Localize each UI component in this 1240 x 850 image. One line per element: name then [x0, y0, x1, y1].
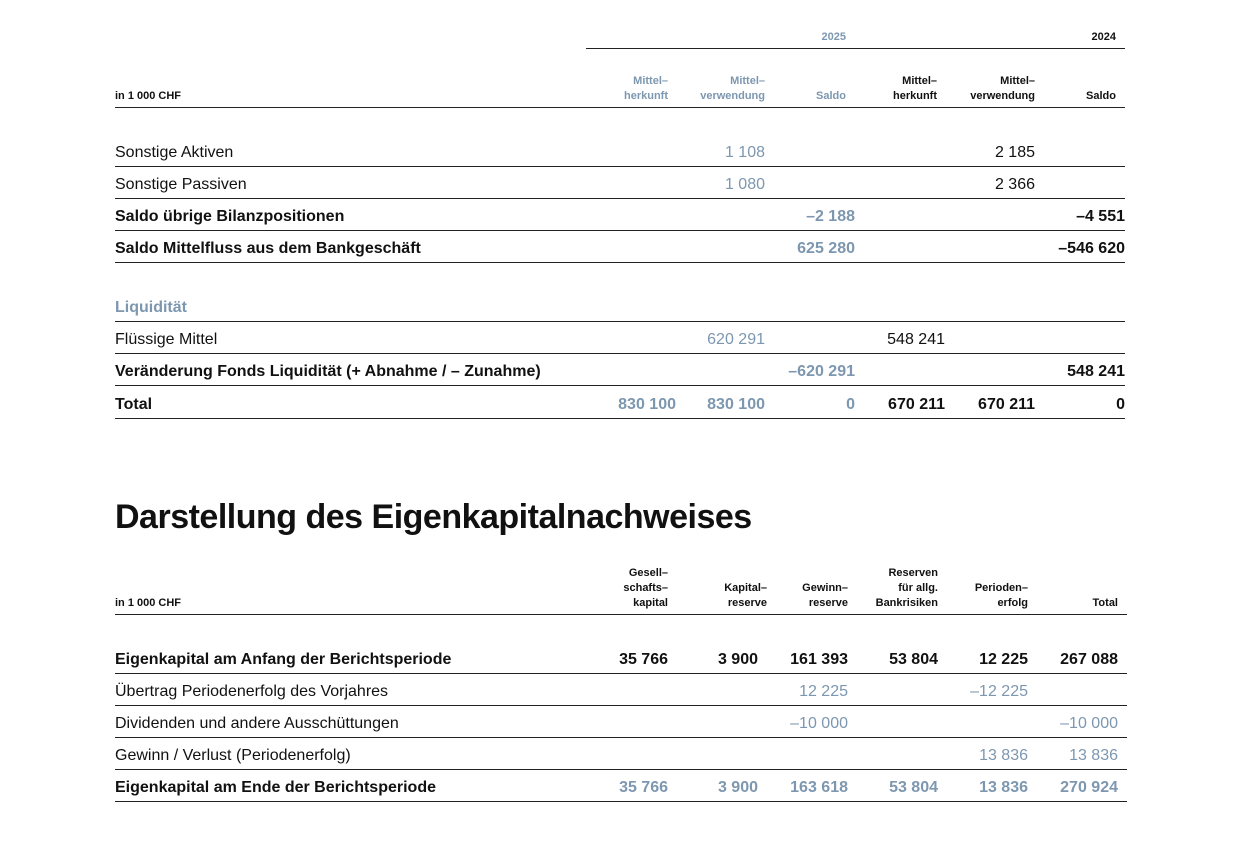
cell-gewinnreserve: 163 618: [790, 779, 848, 796]
cell-reserven: 53 804: [889, 651, 938, 668]
cell-kapitalreserve: 3 900: [717, 651, 758, 668]
cell-current-saldo: 0: [846, 396, 855, 413]
col-header-total: Total: [1092, 597, 1118, 609]
unit-label: in 1 000 CHF: [115, 90, 182, 102]
row-label: Saldo Mittelfluss aus dem Bankgeschäft: [115, 240, 421, 257]
cell-periodenerfolg: 13 836: [979, 779, 1028, 796]
col-header-prior-saldo: Saldo: [1086, 90, 1116, 102]
cell-current-verwendung: 1 080: [724, 176, 765, 193]
section-heading-liquiditaet: Liquidität: [115, 299, 187, 316]
row-divider: [115, 705, 1127, 706]
row-label: Saldo übrige Bilanzpositionen: [115, 208, 345, 225]
row-label: Eigenkapital am Anfang der Berichtsperiode: [115, 651, 452, 668]
row-divider: [115, 673, 1127, 674]
cell-periodenerfolg: 12 225: [979, 651, 1028, 668]
cell-prior-verwendung: 670 211: [978, 396, 1035, 413]
cell-total: –10 000: [1060, 715, 1118, 732]
cell-prior-saldo: –4 551: [1076, 208, 1125, 225]
cell-prior-saldo: –546 620: [1058, 240, 1125, 257]
row-label: Dividenden und andere Ausschüttungen: [115, 715, 399, 732]
year-divider: [586, 48, 1125, 49]
col-header-kapitalreserve: Kapital– reserve: [724, 582, 767, 609]
header-divider: [115, 614, 1127, 615]
cell-total: 267 088: [1060, 651, 1118, 668]
col-header-gewinnreserve: Gewinn– reserve: [802, 582, 848, 609]
cell-kapitalreserve: 3 900: [717, 779, 758, 796]
cell-reserven: 53 804: [889, 779, 938, 796]
col-header-prior-verwendung: Mittel– verwendung: [970, 75, 1035, 102]
unit-label: in 1 000 CHF: [115, 597, 182, 609]
cell-current-verwendung: 620 291: [707, 331, 765, 348]
cell-gesellschaftskapital: 35 766: [619, 779, 668, 796]
cell-current-saldo: –2 188: [806, 208, 855, 225]
cell-prior-saldo: 0: [1116, 396, 1125, 413]
row-label: Übertrag Periodenerfolg des Vorjahres: [115, 683, 389, 700]
page-title: Darstellung des Eigenkapitalnachweises: [115, 498, 752, 536]
row-label: Veränderung Fonds Liquidität (+ Abnahme / – Zunahme): [115, 363, 541, 380]
row-divider: [115, 321, 1125, 322]
year-current-header: 2025: [821, 31, 846, 43]
col-header-current-verwendung: Mittel– verwendung: [700, 75, 765, 102]
row-divider: [115, 166, 1125, 167]
row-divider: [115, 262, 1125, 263]
cell-gewinnreserve: 161 393: [790, 651, 848, 668]
row-divider: [115, 418, 1125, 419]
row-divider: [115, 230, 1125, 231]
cell-prior-herkunft: 670 211: [888, 396, 945, 413]
row-label-total: Total: [115, 396, 153, 413]
row-label: Sonstige Aktiven: [115, 144, 234, 161]
cell-current-verwendung: 830 100: [707, 396, 765, 413]
col-header-current-saldo: Saldo: [816, 90, 846, 102]
cell-gewinnreserve: –10 000: [790, 715, 848, 732]
header-divider: [115, 107, 1125, 108]
cell-prior-herkunft: 548 241: [887, 331, 945, 348]
cell-current-verwendung: 1 108: [724, 144, 765, 161]
cell-periodenerfolg: 13 836: [979, 747, 1028, 764]
cell-total: 270 924: [1060, 779, 1118, 796]
col-header-current-herkunft: Mittel– herkunft: [624, 75, 668, 102]
cell-periodenerfolg: –12 225: [970, 683, 1028, 700]
col-header-prior-herkunft: Mittel– herkunft: [893, 75, 937, 102]
cell-prior-saldo: 548 241: [1067, 363, 1125, 380]
cell-prior-verwendung: 2 366: [994, 176, 1035, 193]
row-label: Flüssige Mittel: [115, 331, 218, 348]
row-divider: [115, 385, 1125, 386]
cell-gewinnreserve: 12 225: [799, 683, 848, 700]
row-divider: [115, 801, 1127, 802]
cell-current-herkunft: 830 100: [618, 396, 676, 413]
row-divider: [115, 769, 1127, 770]
row-divider: [115, 353, 1125, 354]
row-label: Eigenkapital am Ende der Berichtsperiode: [115, 779, 436, 796]
col-header-reserven-bankrisiken: Reserven für allg. Bankrisiken: [875, 567, 938, 609]
row-divider: [115, 198, 1125, 199]
cell-gesellschaftskapital: 35 766: [619, 651, 668, 668]
row-label: Sonstige Passiven: [115, 176, 247, 193]
cell-current-saldo: –620 291: [788, 363, 855, 380]
row-divider: [115, 737, 1127, 738]
cell-total: 13 836: [1069, 747, 1118, 764]
cell-current-saldo: 625 280: [797, 240, 855, 257]
col-header-gesellschaftskapital: Gesell– schafts– kapital: [623, 567, 668, 609]
row-label: Gewinn / Verlust (Periodenerfolg): [115, 747, 351, 764]
col-header-periodenerfolg: Perioden– erfolg: [974, 582, 1028, 609]
cell-prior-verwendung: 2 185: [994, 144, 1035, 161]
year-prior-header: 2024: [1091, 31, 1116, 43]
